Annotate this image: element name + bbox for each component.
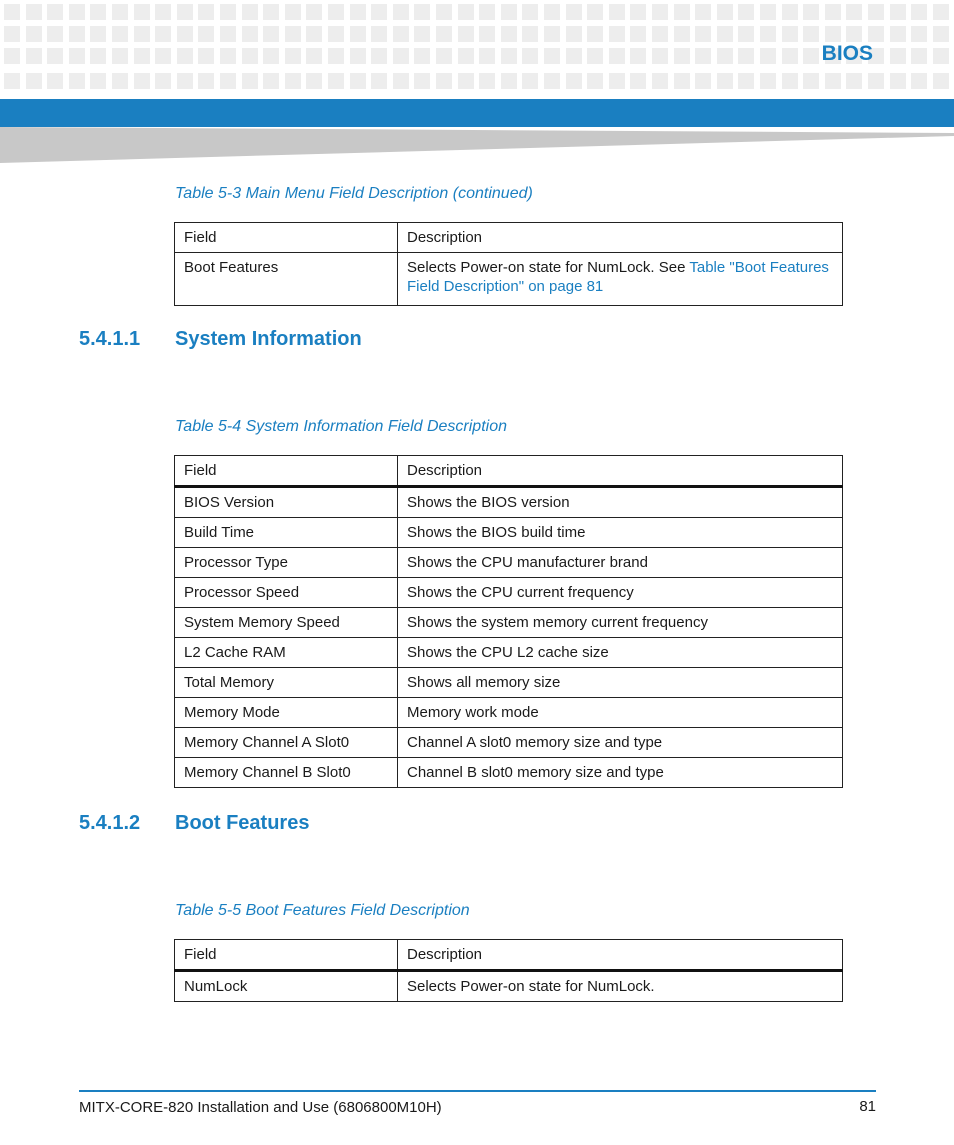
pattern-square <box>674 26 690 42</box>
system-information-table <box>174 455 843 788</box>
table-row <box>175 548 843 578</box>
pattern-square <box>738 48 754 64</box>
pattern-square <box>933 4 949 20</box>
pattern-square <box>695 48 711 64</box>
pattern-square <box>609 4 625 20</box>
pattern-square <box>760 26 776 42</box>
pattern-square <box>220 26 236 42</box>
pattern-square <box>652 26 668 42</box>
pattern-square <box>630 26 646 42</box>
chapter-title: BIOS <box>821 42 873 65</box>
pattern-square <box>846 73 862 89</box>
pattern-square <box>911 26 927 42</box>
pattern-square <box>695 4 711 20</box>
pattern-square <box>587 26 603 42</box>
footer-rule <box>79 1090 876 1092</box>
field-cell: NumLock <box>175 971 398 1002</box>
pattern-square <box>911 4 927 20</box>
pattern-square <box>414 26 430 42</box>
section-title: System Information <box>175 328 362 350</box>
pattern-square <box>738 4 754 20</box>
pattern-square <box>112 48 128 64</box>
pattern-square <box>544 73 560 89</box>
table-row <box>175 668 843 698</box>
pattern-square <box>263 73 279 89</box>
pattern-square <box>933 48 949 64</box>
pattern-square <box>328 48 344 64</box>
pattern-square <box>890 26 906 42</box>
description-text: Selects Power-on state for NumLock. See <box>407 259 690 276</box>
pattern-square <box>890 48 906 64</box>
table-row <box>175 253 843 306</box>
pattern-square <box>155 26 171 42</box>
pattern-square <box>674 48 690 64</box>
cross-reference-link[interactable]: Table "Boot Features Field Description" on page 81 <box>407 259 829 295</box>
pattern-square <box>630 73 646 89</box>
pattern-square <box>868 4 884 20</box>
pattern-square <box>674 4 690 20</box>
pattern-square <box>26 4 42 20</box>
pattern-square <box>911 73 927 89</box>
description-cell: Shows the CPU L2 cache size <box>398 638 843 668</box>
pattern-square <box>414 4 430 20</box>
pattern-square <box>155 73 171 89</box>
pattern-square <box>69 48 85 64</box>
pattern-square <box>26 26 42 42</box>
pattern-square <box>414 73 430 89</box>
pattern-square <box>479 26 495 42</box>
pattern-square <box>350 48 366 64</box>
pattern-square <box>522 4 538 20</box>
table-row <box>175 487 843 518</box>
pattern-square <box>328 4 344 20</box>
description-cell: Shows the BIOS version <box>398 487 843 518</box>
section-title: Boot Features <box>175 812 310 834</box>
description-cell: Selects Power-on state for NumLock. <box>398 971 843 1002</box>
header-cell: Description <box>398 456 843 487</box>
pattern-square <box>263 48 279 64</box>
pattern-square <box>933 73 949 89</box>
pattern-square <box>544 48 560 64</box>
header-pattern <box>0 0 954 96</box>
description-cell: Memory work mode <box>398 698 843 728</box>
pattern-square <box>26 73 42 89</box>
field-cell: Memory Mode <box>175 698 398 728</box>
pattern-square <box>933 26 949 42</box>
field-cell: Processor Speed <box>175 578 398 608</box>
section-heading <box>79 812 309 835</box>
pattern-square <box>220 73 236 89</box>
pattern-square <box>69 73 85 89</box>
table-caption: Table 5-4 System Information Field Description <box>175 418 507 435</box>
pattern-square <box>911 48 927 64</box>
table-row <box>175 971 843 1002</box>
pattern-square <box>350 4 366 20</box>
pattern-square <box>350 73 366 89</box>
pattern-square <box>501 26 517 42</box>
pattern-square <box>458 26 474 42</box>
pattern-square <box>760 4 776 20</box>
pattern-square <box>501 4 517 20</box>
pattern-square <box>825 26 841 42</box>
pattern-square <box>652 48 668 64</box>
pattern-square <box>803 48 819 64</box>
section-number: 5.4.1.2 <box>79 812 141 834</box>
pattern-square <box>371 48 387 64</box>
pattern-square <box>436 48 452 64</box>
header-cell: Field <box>175 940 398 971</box>
pattern-square <box>717 26 733 42</box>
pattern-square <box>198 26 214 42</box>
boot-features-table <box>174 939 843 1002</box>
table-caption: Table 5-5 Boot Features Field Description <box>175 902 470 919</box>
field-cell: BIOS Version <box>175 487 398 518</box>
pattern-square <box>717 4 733 20</box>
pattern-square <box>566 26 582 42</box>
description-cell: Channel B slot0 memory size and type <box>398 758 843 788</box>
pattern-square <box>760 73 776 89</box>
pattern-square <box>134 73 150 89</box>
pattern-square <box>825 73 841 89</box>
pattern-square <box>155 4 171 20</box>
pattern-square <box>350 26 366 42</box>
pattern-square <box>242 73 258 89</box>
pattern-square <box>90 4 106 20</box>
pattern-square <box>242 4 258 20</box>
pattern-square <box>738 73 754 89</box>
pattern-square <box>458 4 474 20</box>
table-header-row <box>175 940 843 971</box>
pattern-square <box>198 4 214 20</box>
pattern-square <box>371 73 387 89</box>
pattern-square <box>177 26 193 42</box>
header-cell: Field <box>175 223 398 253</box>
pattern-square <box>436 26 452 42</box>
pattern-square <box>242 26 258 42</box>
pattern-square <box>393 48 409 64</box>
pattern-square <box>544 26 560 42</box>
description-cell: Shows the system memory current frequency <box>398 608 843 638</box>
pattern-square <box>695 26 711 42</box>
footer-doc-title: MITX-CORE-820 Installation and Use (6806800M10H) <box>79 1099 442 1116</box>
pattern-square <box>134 48 150 64</box>
pattern-square <box>566 73 582 89</box>
pattern-square <box>436 4 452 20</box>
table-row <box>175 578 843 608</box>
pattern-square <box>285 48 301 64</box>
pattern-square <box>328 73 344 89</box>
pattern-square <box>544 4 560 20</box>
description-cell: Channel A slot0 memory size and type <box>398 728 843 758</box>
field-cell: Memory Channel A Slot0 <box>175 728 398 758</box>
pattern-square <box>198 73 214 89</box>
pattern-square <box>522 73 538 89</box>
pattern-square <box>328 26 344 42</box>
description-cell <box>398 253 843 306</box>
pattern-square <box>609 26 625 42</box>
pattern-square <box>458 73 474 89</box>
pattern-square <box>263 26 279 42</box>
pattern-square <box>47 4 63 20</box>
pattern-square <box>220 4 236 20</box>
section-number: 5.4.1.1 <box>79 328 141 350</box>
pattern-square <box>263 4 279 20</box>
pattern-square <box>306 26 322 42</box>
pattern-square <box>112 4 128 20</box>
pattern-square <box>501 73 517 89</box>
pattern-square <box>436 73 452 89</box>
pattern-square <box>306 48 322 64</box>
pattern-square <box>177 4 193 20</box>
pattern-square <box>4 48 20 64</box>
pattern-square <box>803 4 819 20</box>
pattern-square <box>90 26 106 42</box>
header-cell: Description <box>398 940 843 971</box>
pattern-square <box>393 26 409 42</box>
pattern-square <box>803 73 819 89</box>
field-cell: Build Time <box>175 518 398 548</box>
pattern-square <box>868 26 884 42</box>
pattern-square <box>371 4 387 20</box>
pattern-square <box>47 73 63 89</box>
pattern-square <box>587 48 603 64</box>
pattern-square <box>782 48 798 64</box>
pattern-square <box>825 4 841 20</box>
description-cell: Shows the CPU current frequency <box>398 578 843 608</box>
pattern-square <box>717 48 733 64</box>
pattern-square <box>782 73 798 89</box>
field-cell: Total Memory <box>175 668 398 698</box>
field-cell: Processor Type <box>175 548 398 578</box>
pattern-square <box>458 48 474 64</box>
pattern-square <box>177 48 193 64</box>
pattern-square <box>285 26 301 42</box>
pattern-square <box>285 4 301 20</box>
pattern-square <box>90 73 106 89</box>
pattern-square <box>4 4 20 20</box>
table-row <box>175 728 843 758</box>
pattern-square <box>846 4 862 20</box>
pattern-square <box>220 48 236 64</box>
pattern-square <box>393 4 409 20</box>
pattern-square <box>674 73 690 89</box>
pattern-square <box>587 73 603 89</box>
pattern-square <box>652 73 668 89</box>
pattern-square <box>414 48 430 64</box>
pattern-square <box>112 26 128 42</box>
header-band <box>0 99 954 127</box>
pattern-square <box>198 48 214 64</box>
pattern-square <box>112 73 128 89</box>
pattern-square <box>242 48 258 64</box>
pattern-square <box>393 73 409 89</box>
pattern-square <box>522 26 538 42</box>
pattern-square <box>609 48 625 64</box>
table-header-row <box>175 223 843 253</box>
pattern-square <box>306 4 322 20</box>
field-cell: System Memory Speed <box>175 608 398 638</box>
table-caption: Table 5-3 Main Menu Field Description (continued) <box>175 185 533 202</box>
field-cell: L2 Cache RAM <box>175 638 398 668</box>
pattern-square <box>566 48 582 64</box>
pattern-square <box>371 26 387 42</box>
pattern-square <box>285 73 301 89</box>
pattern-square <box>479 48 495 64</box>
pattern-square <box>890 4 906 20</box>
pattern-square <box>69 26 85 42</box>
field-cell: Boot Features <box>175 253 398 306</box>
pattern-square <box>69 4 85 20</box>
pattern-square <box>479 4 495 20</box>
pattern-square <box>868 73 884 89</box>
pattern-square <box>26 48 42 64</box>
pattern-square <box>587 4 603 20</box>
pattern-square <box>738 26 754 42</box>
pattern-square <box>4 26 20 42</box>
page-number: 81 <box>859 1098 876 1115</box>
field-cell: Memory Channel B Slot0 <box>175 758 398 788</box>
header-swoosh <box>0 127 954 163</box>
table-row <box>175 758 843 788</box>
header-cell: Field <box>175 456 398 487</box>
pattern-square <box>890 73 906 89</box>
pattern-square <box>47 26 63 42</box>
description-cell: Shows the CPU manufacturer brand <box>398 548 843 578</box>
pattern-square <box>760 48 776 64</box>
pattern-square <box>47 48 63 64</box>
table-header-row <box>175 456 843 487</box>
pattern-square <box>717 73 733 89</box>
pattern-square <box>4 73 20 89</box>
pattern-square <box>134 4 150 20</box>
pattern-square <box>134 26 150 42</box>
description-cell: Shows all memory size <box>398 668 843 698</box>
pattern-square <box>630 48 646 64</box>
table-row <box>175 608 843 638</box>
pattern-square <box>630 4 646 20</box>
pattern-square <box>155 48 171 64</box>
table-row <box>175 638 843 668</box>
pattern-square <box>566 4 582 20</box>
pattern-square <box>609 73 625 89</box>
pattern-square <box>782 26 798 42</box>
pattern-square <box>90 48 106 64</box>
main-menu-table <box>174 222 843 306</box>
pattern-square <box>695 73 711 89</box>
pattern-square <box>803 26 819 42</box>
pattern-square <box>522 48 538 64</box>
description-cell: Shows the BIOS build time <box>398 518 843 548</box>
header-cell: Description <box>398 223 843 253</box>
pattern-square <box>846 26 862 42</box>
pattern-square <box>501 48 517 64</box>
pattern-square <box>782 4 798 20</box>
pattern-square <box>306 73 322 89</box>
pattern-square <box>652 4 668 20</box>
pattern-square <box>177 73 193 89</box>
table-row <box>175 518 843 548</box>
table-row <box>175 698 843 728</box>
pattern-square <box>479 73 495 89</box>
section-heading <box>79 328 362 351</box>
